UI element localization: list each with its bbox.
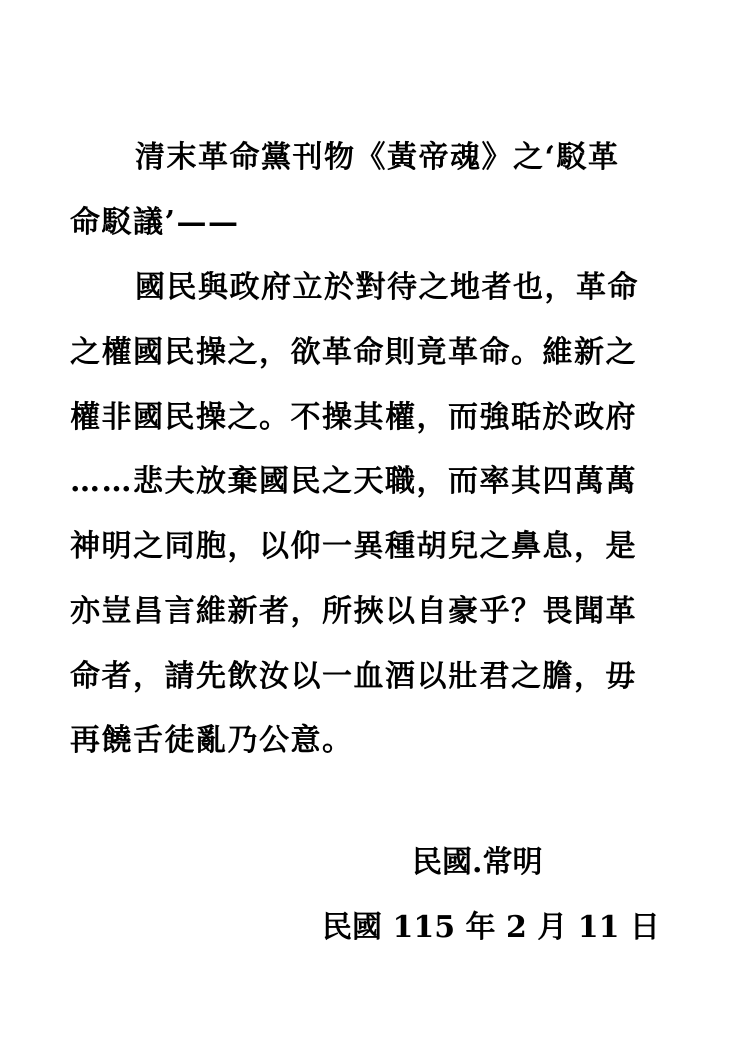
title-line-1: 清末革命黨刊物《黃帝魂》之‘駁革 xyxy=(135,140,620,175)
paragraph-line-6: 亦豈昌言維新者，所挾以自豪乎？畏聞革 xyxy=(70,594,637,629)
paragraph-line-4: ……悲夫放棄國民之天職，而率其四萬萬 xyxy=(70,464,637,499)
paragraph-line-8: 再饒舌徒亂乃公意。 xyxy=(70,723,354,758)
paragraph-line-7: 命者，請先飲汝以一血酒以壯君之膽，毋 xyxy=(70,659,637,694)
paragraph-line-1: 國民與政府立於對待之地者也，革命 xyxy=(135,270,639,305)
title-line-2: 命駁議’—— xyxy=(70,205,240,240)
paragraph-line-2: 之權國民操之，欲革命則竟革命。維新之 xyxy=(70,335,637,370)
signature-name: 民國.常明 xyxy=(412,845,543,880)
paragraph-line-5: 神明之同胞，以仰一異種胡兒之鼻息，是 xyxy=(70,529,637,564)
paragraph-line-3: 權非國民操之。不操其權，而強聒於政府 xyxy=(70,400,637,435)
signature-date: 民國 115 年 2 月 11 日 xyxy=(322,910,660,945)
